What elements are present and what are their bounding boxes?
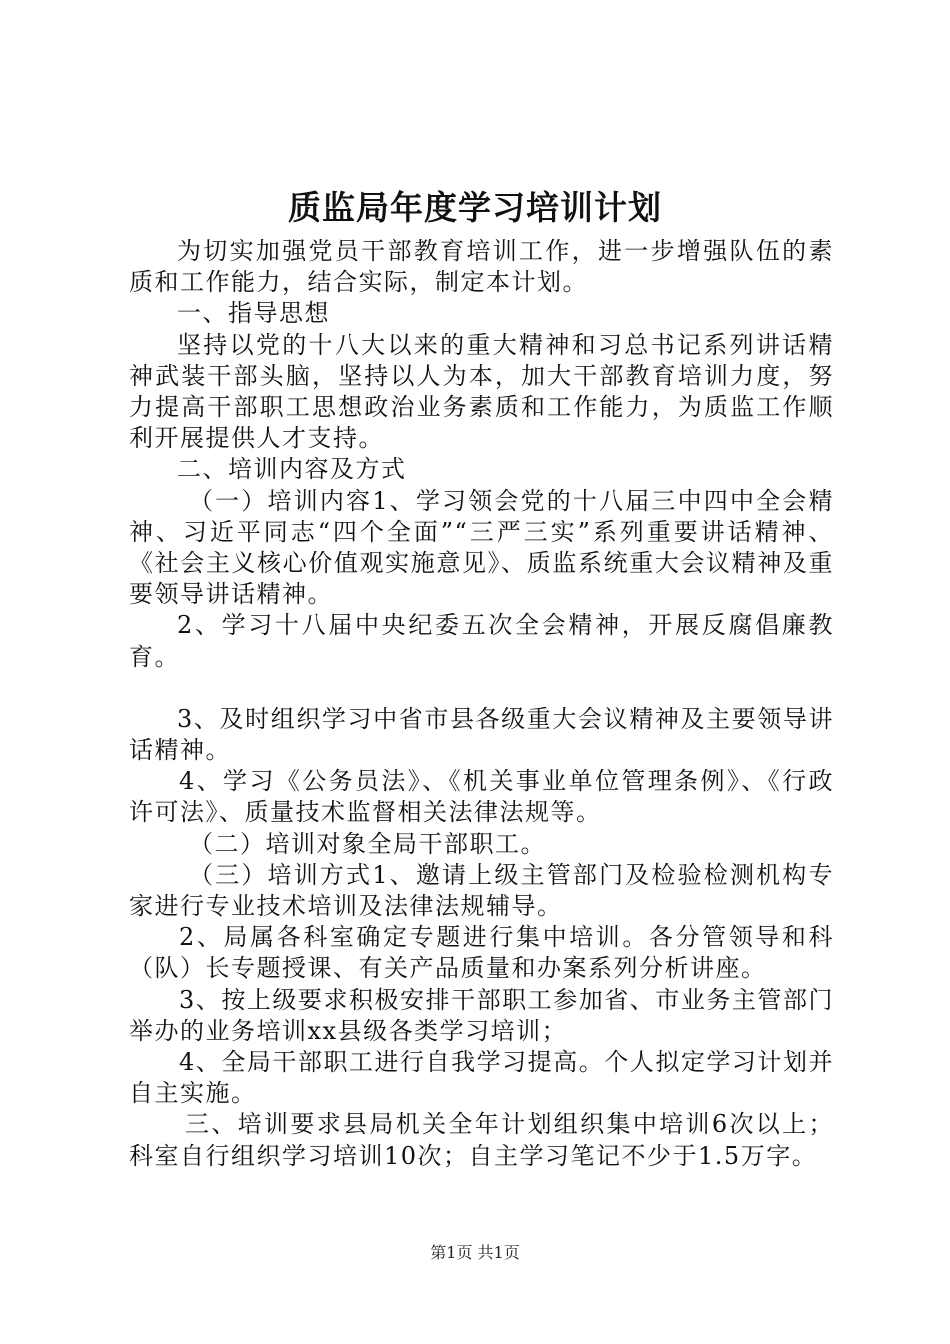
training-method-item-4: 4、全局干部职工进行自我学习提高。个人拟定学习计划并自主实施。: [129, 1048, 834, 1108]
document-body: [129, 236, 834, 1172]
training-item-4: 4、学习《公务员法》、《机关事业单位管理条例》、《行政许可法》、质量技术监督相关法律法规等。: [129, 767, 834, 827]
page-footer: 第1页 共1页: [430, 1243, 520, 1262]
training-item-3: 3、及时组织学习中省市县各级重大会议精神及主要领导讲话精神。: [129, 704, 834, 765]
section-heading-training-content: 二、培训内容及方式: [177, 455, 407, 484]
training-target-paragraph: （二）培训对象全局干部职工。: [189, 829, 546, 858]
guiding-principle-paragraph: 坚持以党的十八大以来的重大精神和习总书记系列讲话精神武装干部头脑，坚持以人为本，加大干部教育培训力度，努力提高干部职工思想政治业务素质和工作能力，为质监工作顺利开展提供人才支持。: [129, 330, 834, 453]
document-title: 质监局年度学习培训计划: [288, 188, 662, 227]
training-method-item-2: 2、局属各科室确定专题进行集中培训。各分管领导和科（队）长专题授课、有关产品质量和办案系列分析讲座。: [129, 923, 834, 983]
section-heading-guiding-principle: 一、指导思想: [177, 299, 330, 328]
intro-paragraph: 为切实加强党员干部教育培训工作，进一步增强队伍的素质和工作能力，结合实际，制定本计划。: [129, 237, 834, 297]
training-method-paragraph: （三）培训方式1、邀请上级主管部门及检验检测机构专家进行专业技术培训及法律法规辅导。: [129, 860, 834, 921]
training-item-2: 2、学习十八届中央纪委五次全会精神，开展反腐倡廉教育。: [129, 611, 834, 671]
training-content-paragraph: （一）培训内容1、学习领会党的十八届三中四中全会精神、习近平同志“四个全面”“三严三实”系列重要讲话精神、《社会主义核心价值观实施意见》、质监系统重大会议精神及重要领导讲话精神。: [129, 486, 834, 609]
blank-line: [129, 673, 834, 704]
training-requirements-paragraph: 三、培训要求县局机关全年计划组织集中培训6次以上；科室自行组织学习培训10次；自主学习笔记不少于1.5万字。: [129, 1110, 834, 1170]
training-method-item-3: 3、按上级要求积极安排干部职工参加省、市业务主管部门举办的业务培训xx县级各类学习培训；: [129, 985, 834, 1045]
